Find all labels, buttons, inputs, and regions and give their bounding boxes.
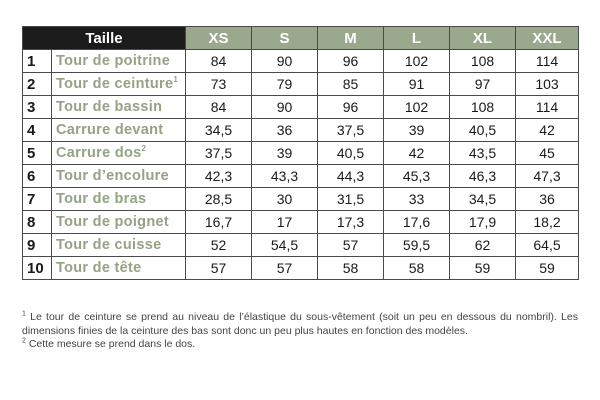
- measurement-value: 42: [516, 119, 579, 142]
- measurement-value: 17,3: [318, 211, 384, 234]
- measurement-value: 114: [516, 96, 579, 119]
- measurement-label-text: Tour de tête: [56, 260, 142, 276]
- footnote-ref: 2: [141, 144, 147, 154]
- measurement-label-text: Tour de bassin: [56, 99, 163, 115]
- footnote-text: Cette mesure se prend dans le dos.: [25, 338, 196, 350]
- table-row: [23, 165, 579, 188]
- measurement-label: [52, 211, 186, 234]
- measurement-value: 45,3: [384, 165, 450, 188]
- measurement-label: [52, 257, 186, 280]
- measurement-value: 54,5: [252, 234, 318, 257]
- measurement-value: 16,7: [186, 211, 252, 234]
- measurement-value: 96: [318, 96, 384, 119]
- footnote-marker: 1: [22, 310, 26, 318]
- measurement-value: 39: [252, 142, 318, 165]
- measurement-value: 58: [384, 257, 450, 280]
- row-number: 3: [23, 96, 52, 119]
- measurement-value: 59,5: [384, 234, 450, 257]
- measurement-label: [52, 142, 186, 165]
- measurement-value: 64,5: [516, 234, 579, 257]
- measurement-value: 17: [252, 211, 318, 234]
- measurement-value: 58: [318, 257, 384, 280]
- measurement-value: 39: [384, 119, 450, 142]
- footnote-ref: 1: [173, 75, 179, 85]
- header-taille: Taille: [23, 27, 186, 50]
- measurement-value: 96: [318, 50, 384, 73]
- size-table: [22, 26, 579, 280]
- measurement-label-text: Tour de bras: [56, 191, 147, 207]
- measurement-label-text: Tour de poitrine: [56, 53, 171, 69]
- measurement-label-text: Carrure dos: [56, 145, 142, 161]
- table-row: [23, 257, 579, 280]
- measurement-value: 97: [450, 73, 516, 96]
- size-chart: [22, 26, 578, 280]
- measurement-value: 45: [516, 142, 579, 165]
- table-row: [23, 211, 579, 234]
- header-size: XS: [186, 27, 252, 50]
- measurement-label: [52, 50, 186, 73]
- measurement-value: 30: [252, 188, 318, 211]
- measurement-value: 34,5: [450, 188, 516, 211]
- header-row: [23, 27, 579, 50]
- measurement-value: 102: [384, 50, 450, 73]
- measurement-value: 28,5: [186, 188, 252, 211]
- footnote: [22, 338, 578, 352]
- table-row: [23, 234, 579, 257]
- measurement-value: 59: [450, 257, 516, 280]
- measurement-value: 40,5: [318, 142, 384, 165]
- measurement-label-text: Tour de cuisse: [56, 237, 162, 253]
- measurement-label: [52, 188, 186, 211]
- measurement-value: 17,6: [384, 211, 450, 234]
- measurement-value: 102: [384, 96, 450, 119]
- measurement-value: 57: [186, 257, 252, 280]
- measurement-value: 33: [384, 188, 450, 211]
- measurement-value: 84: [186, 50, 252, 73]
- measurement-value: 91: [384, 73, 450, 96]
- measurement-label: [52, 73, 186, 96]
- row-number: 4: [23, 119, 52, 142]
- measurement-label-text: Tour de poignet: [56, 214, 169, 230]
- measurement-value: 36: [252, 119, 318, 142]
- measurement-label: [52, 96, 186, 119]
- table-row: [23, 119, 579, 142]
- measurement-value: 59: [516, 257, 579, 280]
- measurement-value: 52: [186, 234, 252, 257]
- measurement-label: [52, 165, 186, 188]
- footnote-marker: 2: [22, 337, 26, 345]
- measurement-value: 17,9: [450, 211, 516, 234]
- row-number: 9: [23, 234, 52, 257]
- row-number: 2: [23, 73, 52, 96]
- measurement-label: [52, 234, 186, 257]
- measurement-value: 43,3: [252, 165, 318, 188]
- measurement-value: 73: [186, 73, 252, 96]
- measurement-value: 57: [318, 234, 384, 257]
- measurement-value: 90: [252, 50, 318, 73]
- measurement-value: 37,5: [186, 142, 252, 165]
- measurement-value: 108: [450, 50, 516, 73]
- footnotes: [22, 311, 578, 352]
- row-number: 8: [23, 211, 52, 234]
- header-size: L: [384, 27, 450, 50]
- row-number: 6: [23, 165, 52, 188]
- header-size: M: [318, 27, 384, 50]
- measurement-value: 79: [252, 73, 318, 96]
- table-row: [23, 73, 579, 96]
- measurement-value: 18,2: [516, 211, 579, 234]
- measurement-label-text: Tour de ceinture: [56, 76, 174, 92]
- measurement-value: 42: [384, 142, 450, 165]
- measurement-value: 103: [516, 73, 579, 96]
- header-size: XL: [450, 27, 516, 50]
- measurement-value: 34,5: [186, 119, 252, 142]
- measurement-value: 114: [516, 50, 579, 73]
- measurement-label: [52, 119, 186, 142]
- row-number: 7: [23, 188, 52, 211]
- row-number: 1: [23, 50, 52, 73]
- header-size: S: [252, 27, 318, 50]
- measurement-value: 31,5: [318, 188, 384, 211]
- measurement-value: 43,5: [450, 142, 516, 165]
- measurement-label-text: Tour d’encolure: [56, 168, 169, 184]
- measurement-value: 57: [252, 257, 318, 280]
- measurement-label-text: Carrure devant: [56, 122, 164, 138]
- measurement-value: 46,3: [450, 165, 516, 188]
- footnote: [22, 311, 578, 338]
- measurement-value: 90: [252, 96, 318, 119]
- measurement-value: 108: [450, 96, 516, 119]
- table-row: [23, 142, 579, 165]
- measurement-value: 44,3: [318, 165, 384, 188]
- measurement-value: 40,5: [450, 119, 516, 142]
- measurement-value: 47,3: [516, 165, 579, 188]
- table-row: [23, 188, 579, 211]
- measurement-value: 62: [450, 234, 516, 257]
- table-row: [23, 96, 579, 119]
- measurement-value: 42,3: [186, 165, 252, 188]
- measurement-value: 85: [318, 73, 384, 96]
- measurement-value: 36: [516, 188, 579, 211]
- row-number: 10: [23, 257, 52, 280]
- row-number: 5: [23, 142, 52, 165]
- table-row: [23, 50, 579, 73]
- header-size: XXL: [516, 27, 579, 50]
- footnote-text: Le tour de ceinture se prend au niveau de l’élastique du sous-vêtement (soit un peu en dessous du nombril). Les dimensions finies de la ceinture des bas sont donc un peu plus hautes en fonction des modèles.: [22, 311, 578, 337]
- measurement-value: 37,5: [318, 119, 384, 142]
- measurement-value: 84: [186, 96, 252, 119]
